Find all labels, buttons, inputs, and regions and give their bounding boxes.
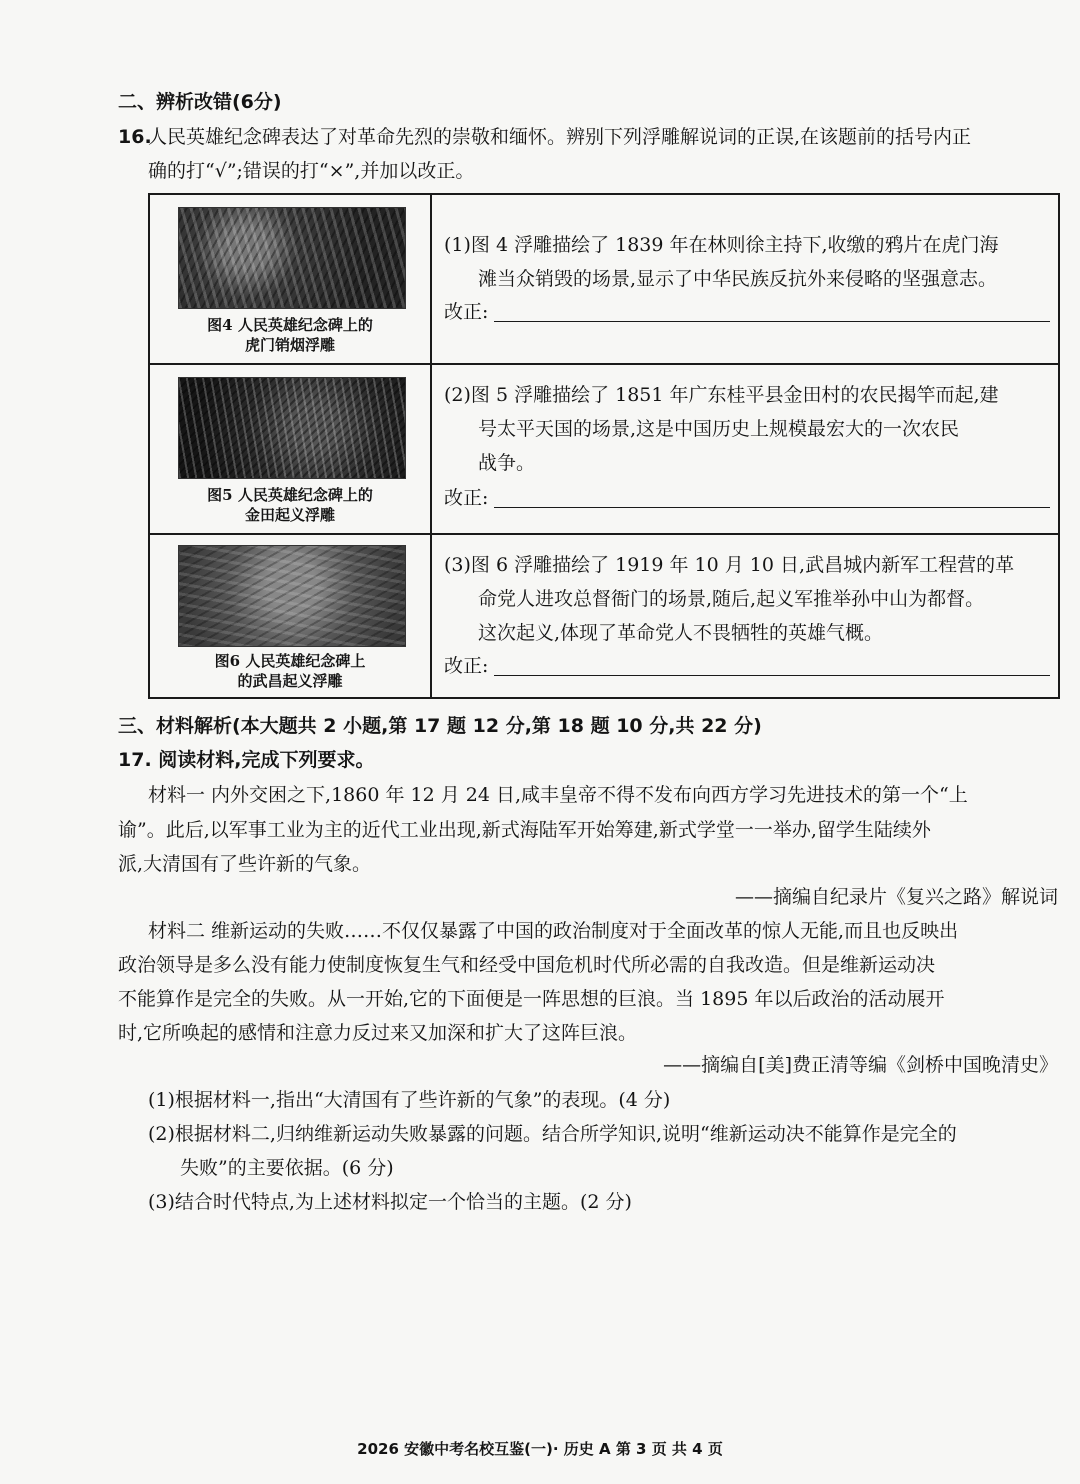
- correction-label: 改正:: [444, 301, 489, 323]
- material2-line1: 材料二 维新运动的失败……不仅仅暴露了中国的政治制度对于全面改革的惊人无能,而且也反映出: [148, 920, 959, 942]
- relief-table: [148, 193, 1060, 699]
- figure6-caption-line2: 的武昌起义浮雕: [237, 672, 343, 690]
- statement-2-line3: 战争。: [478, 452, 536, 474]
- section2-heading: 二、辨析改错(6分): [118, 91, 282, 113]
- page-footer: 2026 安徽中考名校互鉴(一)· 历史 A 第 3 页 共 4 页: [357, 1440, 723, 1458]
- figure6-caption-line1: 图6 人民英雄纪念碑上: [214, 652, 366, 670]
- correction-label: 改正:: [444, 487, 489, 509]
- q17-sub3: (3)结合时代特点,为上述材料拟定一个恰当的主题。(2 分): [148, 1191, 632, 1213]
- statement-cell: [432, 365, 1058, 533]
- q17-title: 17. 阅读材料,完成下列要求。: [118, 749, 375, 771]
- material1-line3: 派,大清国有了些许新的气象。: [118, 853, 372, 875]
- correction-label: 改正:: [444, 655, 489, 677]
- statement-3-line2: 命党人进攻总督衙门的场景,随后,起义军推举孙中山为都督。: [478, 588, 985, 610]
- material1-source: ——摘编自纪录片《复兴之路》解说词: [734, 886, 1058, 908]
- figure5-caption-line2: 金田起义浮雕: [244, 506, 335, 524]
- humen-relief-image: [178, 207, 406, 309]
- relief-image-cell: [150, 195, 432, 363]
- relief-image-cell: [150, 535, 432, 699]
- q16-text-line2: 确的打“√”;错误的打“×”,并加以改正。: [148, 160, 475, 182]
- statement-2-line2: 号太平天国的场景,这是中国历史上规模最宏大的一次农民: [478, 418, 960, 440]
- statement-3-line3: 这次起义,体现了革命党人不畏牺牲的英雄气概。: [478, 622, 884, 644]
- correction-2-blank[interactable]: [494, 507, 1050, 508]
- correction-3-label: [444, 653, 488, 679]
- correction-2-label: [444, 485, 488, 511]
- relief-image-cell: [150, 365, 432, 533]
- figure4-caption-line1: 图4 人民英雄纪念碑上的: [207, 316, 373, 334]
- correction-3-blank[interactable]: [494, 675, 1050, 676]
- material2-line4: 时,它所唤起的感情和注意力反过来又加深和扩大了这阵巨浪。: [118, 1022, 638, 1044]
- statement-1-line2: 滩当众销毁的场景,显示了中华民族反抗外来侵略的坚强意志。: [478, 268, 998, 290]
- statement-3-line1: (3)图 6 浮雕描绘了 1919 年 10 月 10 日,武昌城内新军工程营的革: [444, 554, 1015, 576]
- material1-line2: 谕”。此后,以军事工业为主的近代工业出现,新式海陆军开始筹建,新式学堂一一举办,留学生陆续外: [118, 819, 931, 841]
- correction-1-label: [444, 299, 488, 325]
- correction-1-blank[interactable]: [494, 321, 1050, 322]
- material1-line1: 材料一 内外交困之下,1860 年 12 月 24 日,咸丰皇帝不得不发布向西方学习先进技术的第一个“上: [148, 784, 968, 806]
- section3-heading: 三、材料解析(本大题共 2 小题,第 17 题 12 分,第 18 题 10 分,共 22 分): [118, 715, 762, 737]
- material2-line2: 政治领导是多么没有能力使制度恢复生气和经受中国危机时代所必需的自我改造。但是维新运动决: [118, 954, 936, 976]
- figure5-caption-line1: 图5 人民英雄纪念碑上的: [207, 486, 373, 504]
- statement-1-line1: (1)图 4 浮雕描绘了 1839 年在林则徐主持下,收缴的鸦片在虎门海: [444, 234, 999, 256]
- q17-sub1: (1)根据材料一,指出“大清国有了些许新的气象”的表现。(4 分): [148, 1089, 671, 1111]
- statement-cell: [432, 195, 1058, 363]
- table-row: [150, 365, 1058, 535]
- q16-text-line1: 人民英雄纪念碑表达了对革命先烈的崇敬和缅怀。辨别下列浮雕解说词的正误,在该题前的括号内正: [148, 126, 972, 148]
- q17-sub2-line1: (2)根据材料二,归纳维新运动失败暴露的问题。结合所学知识,说明“维新运动决不能算作是完全的: [148, 1123, 957, 1145]
- q16-number: 16.: [118, 126, 152, 148]
- statement-2-line1: (2)图 5 浮雕描绘了 1851 年广东桂平县金田村的农民揭竿而起,建: [444, 384, 999, 406]
- material2-source: ——摘编自[美]费正清等编《剑桥中国晚清史》: [663, 1054, 1058, 1076]
- statement-cell: [432, 535, 1058, 699]
- figure4-caption-line2: 虎门销烟浮雕: [244, 336, 335, 354]
- table-row: [150, 195, 1058, 365]
- jintian-relief-image: [178, 377, 406, 479]
- material2-line3: 不能算作是完全的失败。从一开始,它的下面便是一阵思想的巨浪。当 1895 年以后政治的活动展开: [118, 988, 945, 1010]
- table-row: [150, 535, 1058, 699]
- q17-sub2-line2: 失败”的主要依据。(6 分): [180, 1157, 394, 1179]
- wuchang-relief-image: [178, 545, 406, 647]
